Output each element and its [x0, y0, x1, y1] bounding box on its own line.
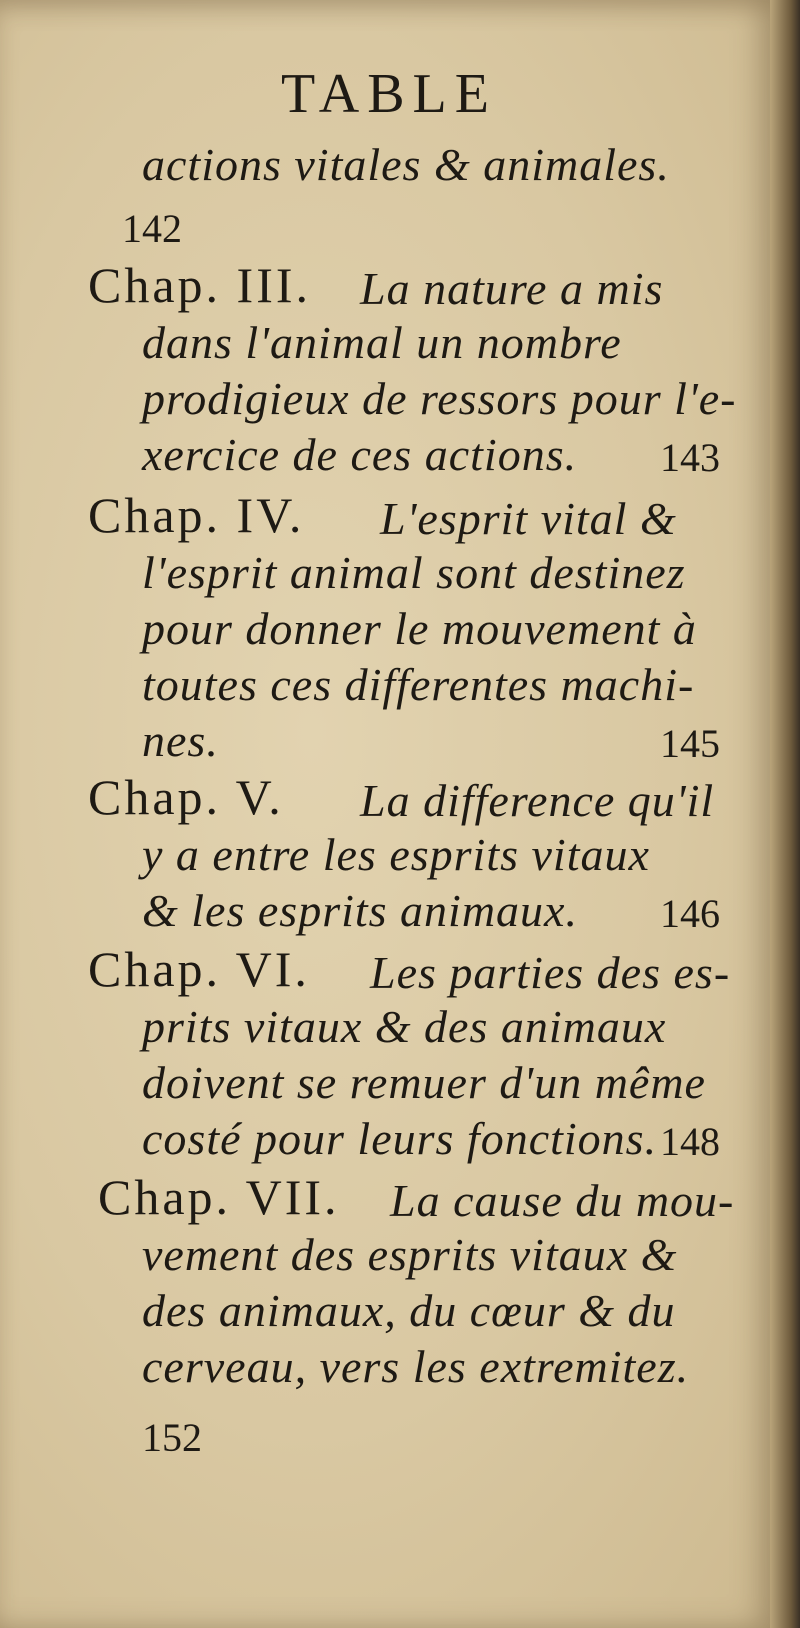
entry-page-number: 145: [660, 721, 720, 766]
entry-line: Les parties des es-: [370, 947, 731, 998]
entry-line: l'esprit animal sont destinez: [142, 547, 686, 598]
page-spine-shadow: [770, 0, 800, 1628]
entry-line: des animaux, du cœur & du: [142, 1285, 676, 1336]
chapter-label: Chap. VII.: [98, 1169, 340, 1225]
chapter-label: Chap. III.: [88, 257, 311, 313]
entry-line: pour donner le mouvement à: [142, 603, 697, 654]
entry-line: actions vitales & animales.: [142, 139, 670, 190]
chapter-label: Chap. VI.: [88, 941, 310, 997]
entry-line: doivent se remuer d'un même: [142, 1057, 706, 1108]
entry-line: La cause du mou-: [390, 1175, 735, 1226]
entry-line: prits vitaux & des animaux: [142, 1001, 667, 1052]
entry-line: costé pour leurs fonctions.: [142, 1113, 658, 1164]
entry-line: nes.: [142, 715, 219, 766]
entry-line: prodigieux de ressors pour l'e-: [142, 373, 737, 424]
entry-line: toutes ces differentes machi-: [142, 659, 695, 710]
entry-line: La difference qu'il: [360, 775, 715, 826]
entry-page-number: 152: [142, 1415, 202, 1460]
entry-line: cerveau, vers les extremitez.: [142, 1341, 690, 1392]
entry-line: xercice de ces actions.: [142, 429, 578, 480]
chapter-label: Chap. IV.: [88, 487, 305, 543]
entry-line: & les esprits animaux.: [142, 885, 578, 936]
entry-line: L'esprit vital &: [380, 493, 677, 544]
entry-page-number: 143: [660, 435, 720, 480]
entry-page-number: 142: [122, 206, 182, 251]
page-header: TABLE: [281, 63, 497, 125]
entry-line: vement des esprits vitaux &: [142, 1229, 678, 1280]
chapter-label: Chap. V.: [88, 769, 284, 825]
entry-page-number: 146: [660, 891, 720, 936]
entry-line: y a entre les esprits vitaux: [142, 829, 650, 880]
entry-page-number: 148: [660, 1119, 720, 1164]
entry-line: dans l'animal un nombre: [142, 317, 622, 368]
entry-line: La nature a mis: [360, 263, 664, 314]
